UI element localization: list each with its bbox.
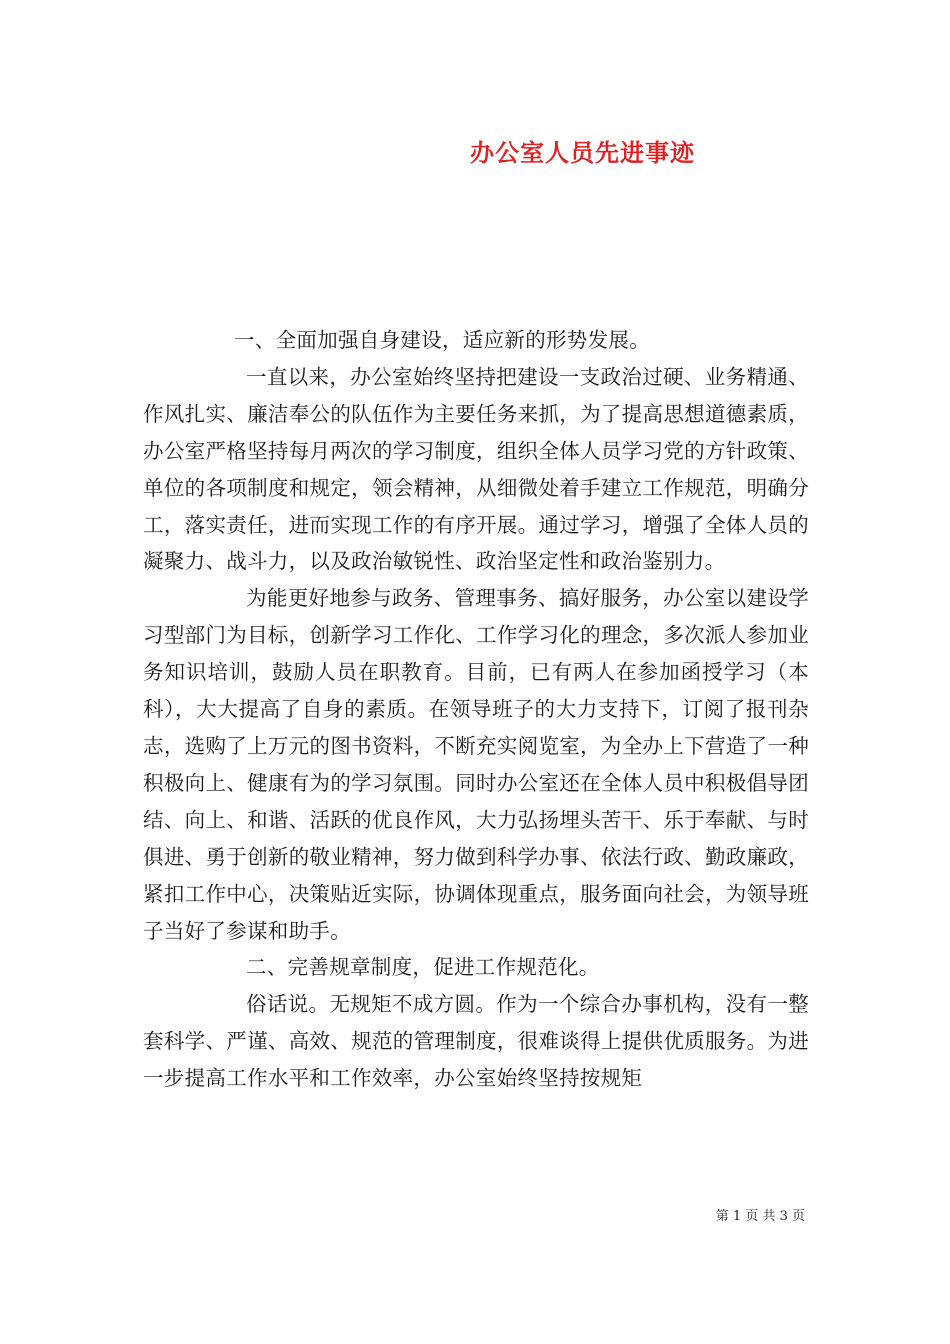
page-number: 第 1 页 共 3 页 bbox=[715, 1209, 805, 1224]
body-paragraph-1: 一直以来，办公室始终坚持把建设一支政治过硬、业务精通、作风扎实、廉洁奉公的队伍作为主要任务来抓，为了提高思想道德素质，办公室严格坚持每月两次的学习制度，组织全体人员学习党的方针政策、单位的各项制度和规定，领会精神，从细微处着手建立工作规范，明确分工，落实责任，进而实现工作的有序开展。通过学习，增强了全体人员的凝聚力、战斗力，以及政治敏锐性、政治坚定性和政治鉴别力。 bbox=[143, 364, 809, 574]
section-heading-1: 一、全面加强自身建设，适应新的形势发展。 bbox=[234, 328, 650, 352]
body-paragraph-3: 俗话说。无规矩不成方圆。作为一个综合办事机构，没有一整套科学、严谨、高效、规范的管理制度，很难谈得上提供优质服务。为进一步提高工作水平和工作效率，办公室始终坚持按规矩 bbox=[143, 992, 809, 1091]
section-heading-2: 二、完善规章制度，促进工作规范化。 bbox=[246, 955, 600, 980]
body-paragraph-2: 为能更好地参与政务、管理事务、搞好服务，办公室以建设学习型部门为目标，创新学习工作化、工作学习化的理念，多次派人参加业务知识培训，鼓励人员在职教育。目前，已有两人在参加函授学习（本科），大大提高了自身的素质。在领导班子的大力支持下，订阅了报刊杂志，选购了上万元的图书资料，不断充实阅览室，为全办上下营造了一种积极向上、健康有为的学习氛围。同时办公室还在全体人员中积极倡导团结、向上、和谐、活跃的优良作风，大力弘扬埋头苦干、乐于奉献、与时俱进、勇于创新的敬业精神，努力做到科学办事、依法行政、勤政廉政，紧扣工作中心，决策贴近实际，协调体现重点，服务面向社会，为领导班子当好了参谋和助手。 bbox=[143, 586, 809, 943]
document-body bbox=[143, 322, 809, 1097]
document-title: 办公室人员先进事迹 bbox=[470, 138, 695, 167]
